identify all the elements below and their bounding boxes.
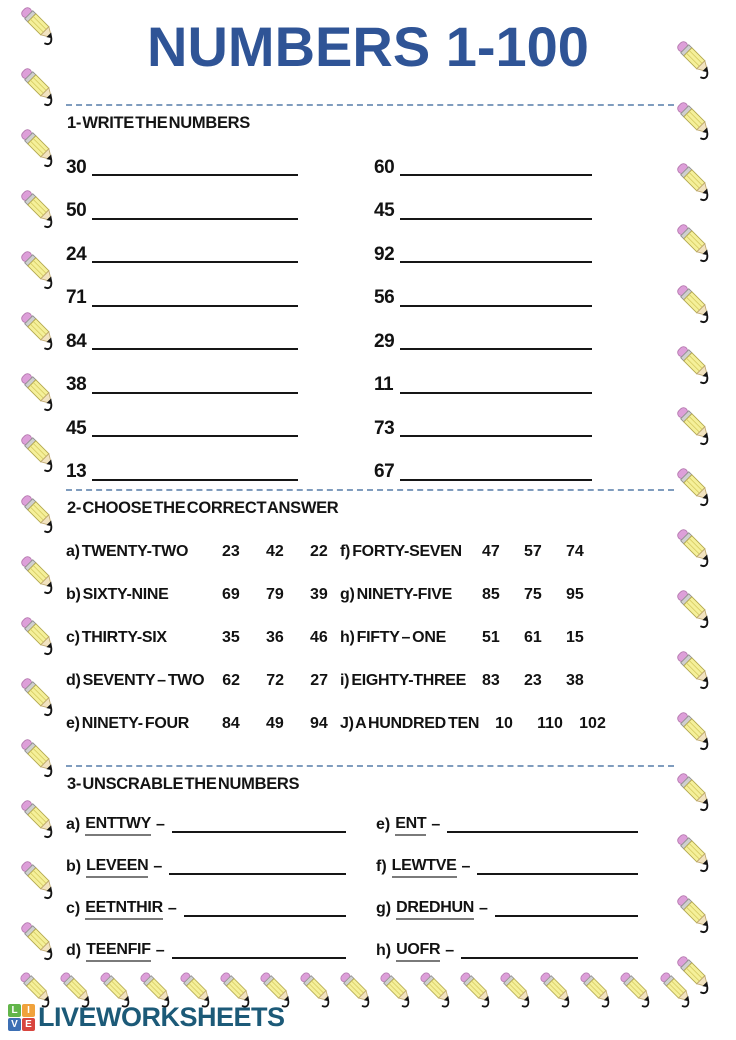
- question-word: g) NINETY-FIVE: [340, 585, 453, 603]
- brand-text: LIVEWORKSHEETS: [38, 1002, 285, 1032]
- logo-letter-cell: L: [8, 1004, 21, 1017]
- choose-column-left: [66, 530, 340, 746]
- scrambled-word: LEWTVE: [392, 857, 457, 878]
- pencil-icon: [666, 91, 722, 147]
- write-row: [374, 233, 592, 277]
- answer-option[interactable]: 10: [495, 715, 513, 733]
- answer-option[interactable]: 39: [310, 585, 328, 603]
- answer-blank[interactable]: [172, 944, 346, 959]
- answer-option[interactable]: 22: [310, 542, 328, 560]
- answer-option[interactable]: 49: [266, 715, 284, 733]
- answer-option[interactable]: 69: [222, 585, 240, 603]
- answer-option[interactable]: 74: [566, 542, 584, 560]
- scrambled-word: TEENFIF: [86, 941, 151, 962]
- pencil-border-right: [666, 30, 722, 1001]
- answer-option[interactable]: 85: [482, 585, 500, 603]
- unscramble-row: [376, 804, 638, 846]
- question-word: h) FIFTY – ONE: [340, 628, 446, 646]
- pencil-icon: [10, 301, 66, 357]
- pencil-icon: [666, 518, 722, 574]
- pencil-icon: [666, 762, 722, 818]
- pencil-icon: [666, 457, 722, 513]
- unscramble-row: [376, 930, 638, 972]
- dash-separator: –: [479, 900, 488, 917]
- answer-blank[interactable]: [400, 420, 592, 437]
- pencil-icon: [666, 823, 722, 879]
- pencil-icon: [10, 911, 66, 967]
- answer-blank[interactable]: [92, 333, 298, 350]
- choose-row: [66, 660, 340, 703]
- pencil-icon: [10, 423, 66, 479]
- liveworksheets-logo[interactable]: [8, 1002, 285, 1033]
- pencil-icon: [666, 640, 722, 696]
- answer-option[interactable]: 84: [222, 715, 240, 733]
- dash-separator: –: [155, 942, 165, 959]
- answer-option[interactable]: 42: [266, 542, 284, 560]
- pencil-icon: [666, 884, 722, 940]
- answer-blank[interactable]: [447, 818, 638, 833]
- scrambled-word: ENT: [395, 815, 426, 836]
- pencil-icon: [10, 545, 66, 601]
- answer-blank[interactable]: [400, 246, 592, 263]
- unscramble-column-right: [376, 804, 638, 972]
- write-row: [374, 190, 592, 234]
- answer-option[interactable]: 72: [266, 672, 285, 690]
- answer-option[interactable]: 47: [482, 542, 500, 560]
- item-label: a): [66, 816, 81, 833]
- pencil-border-left: [10, 0, 66, 967]
- choose-row: [340, 530, 674, 573]
- pencil-icon: [666, 152, 722, 208]
- answer-option[interactable]: 57: [524, 542, 542, 560]
- write-row: [66, 277, 298, 321]
- answer-option[interactable]: 36: [266, 628, 284, 646]
- write-column-left: [66, 146, 298, 494]
- scrambled-word: EETNTHIR: [85, 899, 163, 920]
- answer-blank[interactable]: [495, 902, 638, 917]
- answer-blank[interactable]: [92, 246, 298, 263]
- pencil-icon: [666, 274, 722, 330]
- number-label: 50: [66, 200, 87, 222]
- number-label: 73: [374, 417, 395, 439]
- write-row: [374, 407, 592, 451]
- pencil-icon: [10, 362, 66, 418]
- item-label: c): [66, 900, 81, 917]
- pencil-icon: [666, 213, 722, 269]
- section-1-heading: 1- WRITE THE NUMBERS: [67, 114, 251, 132]
- scrambled-word: LEVEEN: [86, 857, 148, 878]
- question-word: f) FORTY-SEVEN: [340, 542, 462, 560]
- answer-option[interactable]: 23: [524, 672, 542, 690]
- answer-option[interactable]: 23: [222, 542, 240, 560]
- unscramble-row: [66, 888, 346, 930]
- pencil-icon: [666, 396, 722, 452]
- section-divider: [66, 104, 674, 106]
- pencil-icon: [10, 789, 66, 845]
- item-label: h): [376, 942, 392, 959]
- section-2-heading: 2- CHOOSE THE CORRECT ANSWER: [67, 499, 339, 517]
- write-row: [66, 364, 298, 408]
- answer-blank[interactable]: [92, 420, 298, 437]
- answer-blank[interactable]: [92, 203, 298, 220]
- choose-correct-answer-section: [66, 530, 674, 746]
- dash-separator: –: [167, 900, 177, 917]
- write-row: [66, 451, 298, 495]
- answer-blank[interactable]: [400, 464, 592, 481]
- number-label: 30: [66, 156, 87, 178]
- write-row: [374, 277, 592, 321]
- pencil-icon: [10, 850, 66, 906]
- answer-option[interactable]: 102: [579, 715, 606, 733]
- answer-option[interactable]: 75: [524, 585, 542, 603]
- answer-blank[interactable]: [92, 377, 298, 394]
- answer-blank[interactable]: [477, 860, 638, 875]
- answer-option[interactable]: 15: [566, 628, 584, 646]
- logo-letter-cell: V: [8, 1018, 21, 1031]
- number-label: 24: [66, 243, 87, 265]
- question-word: a) TWENTY-TWO: [66, 542, 189, 560]
- write-row: [66, 233, 298, 277]
- pencil-icon: [10, 118, 66, 174]
- answer-blank[interactable]: [92, 290, 298, 307]
- answer-blank[interactable]: [92, 159, 298, 176]
- answer-option[interactable]: 38: [566, 672, 584, 690]
- unscramble-column-left: [66, 804, 346, 972]
- dash-separator: –: [461, 858, 471, 875]
- answer-option[interactable]: 35: [222, 628, 240, 646]
- answer-option[interactable]: 27: [310, 672, 329, 690]
- scrambled-word: ENTTWY: [85, 815, 151, 836]
- answer-blank[interactable]: [400, 203, 592, 220]
- answer-blank[interactable]: [400, 290, 592, 307]
- answer-blank[interactable]: [184, 902, 346, 917]
- unscramble-row: [376, 846, 638, 888]
- write-row: [66, 407, 298, 451]
- choose-column-right: [340, 530, 674, 746]
- number-label: 56: [374, 287, 395, 309]
- answer-blank[interactable]: [169, 860, 346, 875]
- pencil-icon: [10, 667, 66, 723]
- number-label: 29: [374, 330, 395, 352]
- number-label: 67: [374, 461, 395, 483]
- answer-option[interactable]: 62: [222, 672, 241, 690]
- unscramble-row: [66, 846, 346, 888]
- answer-option[interactable]: 95: [566, 585, 584, 603]
- answer-blank[interactable]: [461, 944, 638, 959]
- question-word: i) EIGHTY-THREE: [340, 672, 466, 690]
- answer-blank[interactable]: [172, 818, 346, 833]
- item-label: f): [376, 858, 387, 875]
- choose-row: [340, 573, 674, 616]
- number-label: 13: [66, 461, 87, 483]
- choose-row: [66, 530, 340, 573]
- answer-blank[interactable]: [92, 464, 298, 481]
- item-label: d): [66, 942, 82, 959]
- answer-blank[interactable]: [400, 377, 592, 394]
- number-label: 84: [66, 330, 87, 352]
- answer-option[interactable]: 46: [310, 628, 328, 646]
- write-row: [374, 451, 592, 495]
- unscramble-row: [376, 888, 638, 930]
- write-row: [374, 320, 592, 364]
- question-word: b) SIXTY-NINE: [66, 585, 169, 603]
- scrambled-word: DREDHUN: [396, 899, 474, 920]
- number-label: 92: [374, 243, 395, 265]
- write-row: [374, 364, 592, 408]
- number-label: 71: [66, 287, 87, 309]
- pencil-icon: [666, 701, 722, 757]
- unscramble-row: [66, 930, 346, 972]
- choose-row: [340, 616, 674, 659]
- item-label: g): [376, 900, 392, 917]
- choose-row: [66, 616, 340, 659]
- logo-letter-cell: E: [22, 1018, 35, 1031]
- page-title: NUMBERS 1-100: [147, 15, 589, 78]
- write-row: [66, 190, 298, 234]
- unscramble-row: [66, 804, 346, 846]
- answer-blank[interactable]: [400, 333, 592, 350]
- liveworksheets-logo-icon: [8, 1004, 35, 1031]
- pencil-icon: [666, 579, 722, 635]
- section-divider: [66, 765, 674, 767]
- dash-separator: –: [445, 942, 455, 959]
- pencil-icon: [10, 240, 66, 296]
- pencil-icon: [10, 484, 66, 540]
- logo-letter-cell: I: [22, 1004, 35, 1017]
- choose-row: [66, 573, 340, 616]
- number-label: 60: [374, 156, 395, 178]
- answer-option[interactable]: 83: [482, 672, 500, 690]
- answer-option[interactable]: 79: [266, 585, 284, 603]
- question-word: d) SEVENTY – TWO: [66, 672, 205, 690]
- pencil-icon: [10, 728, 66, 784]
- item-label: b): [66, 858, 82, 875]
- choose-row: [66, 703, 340, 746]
- answer-option[interactable]: 61: [524, 628, 542, 646]
- number-label: 11: [374, 374, 394, 396]
- choose-row: [340, 660, 674, 703]
- pencil-icon: [10, 179, 66, 235]
- scrambled-word: UOFR: [396, 941, 440, 962]
- number-label: 45: [66, 417, 87, 439]
- question-word: e) NINETY- FOUR: [66, 715, 190, 733]
- question-word: J) A HUNDRED TEN: [340, 715, 480, 733]
- dash-separator: –: [155, 816, 165, 833]
- item-label: e): [376, 816, 391, 833]
- section-divider: [66, 489, 674, 491]
- write-row: [66, 146, 298, 190]
- write-row: [374, 146, 592, 190]
- pencil-icon: [10, 606, 66, 662]
- question-word: c) THIRTY-SIX: [66, 628, 167, 646]
- section-3-heading: 3- UNSCRABLE THE NUMBERS: [67, 775, 300, 793]
- choose-row: [340, 703, 674, 746]
- write-row: [66, 320, 298, 364]
- number-label: 38: [66, 374, 87, 396]
- pencil-icon: [666, 335, 722, 391]
- answer-option[interactable]: 110: [537, 715, 563, 733]
- answer-option[interactable]: 94: [310, 715, 328, 733]
- answer-option[interactable]: 51: [482, 628, 500, 646]
- write-column-right: [374, 146, 592, 494]
- number-label: 45: [374, 200, 395, 222]
- answer-blank[interactable]: [400, 159, 592, 176]
- write-the-numbers-section: [66, 146, 592, 494]
- unscramble-section: [66, 804, 674, 972]
- dash-separator: –: [153, 858, 163, 875]
- dash-separator: –: [431, 816, 441, 833]
